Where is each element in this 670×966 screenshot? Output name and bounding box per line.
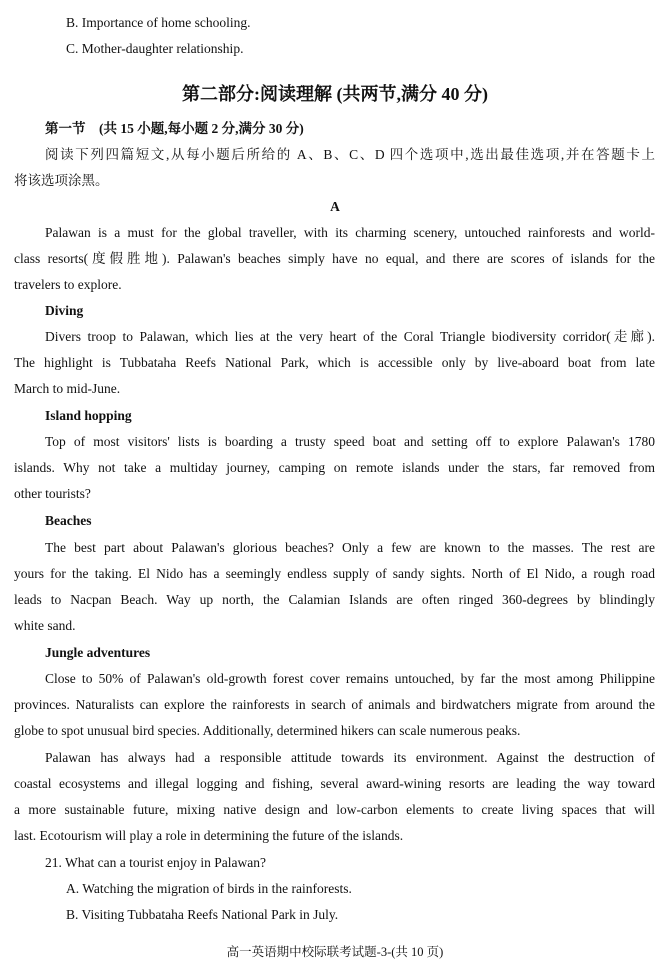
- closing-line: a more sustainable future, mixing native design and low-carbon elements to create living spaces that will: [14, 802, 655, 817]
- island-line: Top of most visitors' lists is boarding a trusty speed boat and setting off to explore Palawan's 1780: [45, 434, 655, 449]
- jungle-line: Close to 50% of Palawan's old-growth forest cover remains untouched, by far the most among Philippine: [45, 671, 655, 686]
- intro-line: class resorts(度假胜地). Palawan's beaches simply have no equal, and there are scores of islands for the: [14, 251, 655, 266]
- beaches-line: leads to Nacpan Beach. Way up north, the Calamian Islands are often ringed 360-degrees by blindingly: [14, 592, 655, 607]
- part-title: 第二部分:阅读理解 (共两节,满分 40 分): [182, 84, 488, 104]
- intro-line: Palawan is a must for the global traveller, with its charming scenery, untouched rainforests and world-: [45, 225, 655, 240]
- question-option-a: A. Watching the migration of birds in the rainforests.: [66, 881, 352, 896]
- diving-line: Divers troop to Palawan, which lies at the very heart of the Coral Triangle biodiversity corridor(走廊).: [45, 329, 655, 344]
- question-stem: 21. What can a tourist enjoy in Palawan?: [45, 855, 266, 870]
- instruction-line: 将该选项涂黑。: [14, 173, 109, 188]
- beaches-line: white sand.: [14, 618, 76, 633]
- beaches-line: yours for the taking. El Nido has a seemingly endless supply of sandy sights. North of El Nido, a rough road: [14, 566, 655, 581]
- closing-line: Palawan has always had a responsible attitude towards its environment. Against the destruction of: [45, 750, 655, 765]
- jungle-heading: Jungle adventures: [45, 645, 151, 660]
- island-line: islands. Why not take a multiday journey, camping on remote islands under the stars, far removed from: [14, 460, 655, 475]
- island-hopping-heading: Island hopping: [45, 408, 132, 423]
- closing-line: last. Ecotourism will play a role in determining the future of the islands.: [14, 828, 404, 843]
- beaches-line: The best part about Palawan's glorious beaches? Only a few are known to the masses. The rest are: [45, 540, 655, 555]
- question-option-b: B. Visiting Tubbataha Reefs National Park in July.: [66, 907, 339, 922]
- beaches-heading: Beaches: [45, 513, 92, 528]
- jungle-line: globe to spot unusual bird species. Additionally, determined hikers can scale numerous peaks.: [14, 723, 521, 738]
- diving-line: March to mid-June.: [14, 381, 121, 396]
- section-heading: 第一节 (共 15 小题,每小题 2 分,满分 30 分): [45, 121, 304, 136]
- diving-line: The highlight is Tubbataha Reefs National Park, which is accessible only by live-aboard boat from late: [14, 355, 655, 370]
- passage-label: A: [330, 199, 340, 214]
- instruction-line: 阅读下列四篇短文,从每小题后所给的 A、B、C、D 四个选项中,选出最佳选项,并在答题卡上: [45, 147, 655, 162]
- previous-option-c: C. Mother-daughter relationship.: [66, 41, 244, 56]
- jungle-line: provinces. Naturalists can explore the rainforests in search of animals and birdwatchers migrate from around the: [14, 697, 655, 712]
- previous-option-b: B. Importance of home schooling.: [66, 15, 251, 30]
- closing-line: coastal ecosystems and illegal logging and fishing, several award-wining resorts are leading the way toward: [14, 776, 655, 791]
- page-footer: 高一英语期中校际联考试题-3-(共 10 页): [226, 945, 444, 959]
- intro-line: travelers to explore.: [14, 277, 122, 292]
- island-line: other tourists?: [14, 486, 91, 501]
- diving-heading: Diving: [45, 303, 84, 318]
